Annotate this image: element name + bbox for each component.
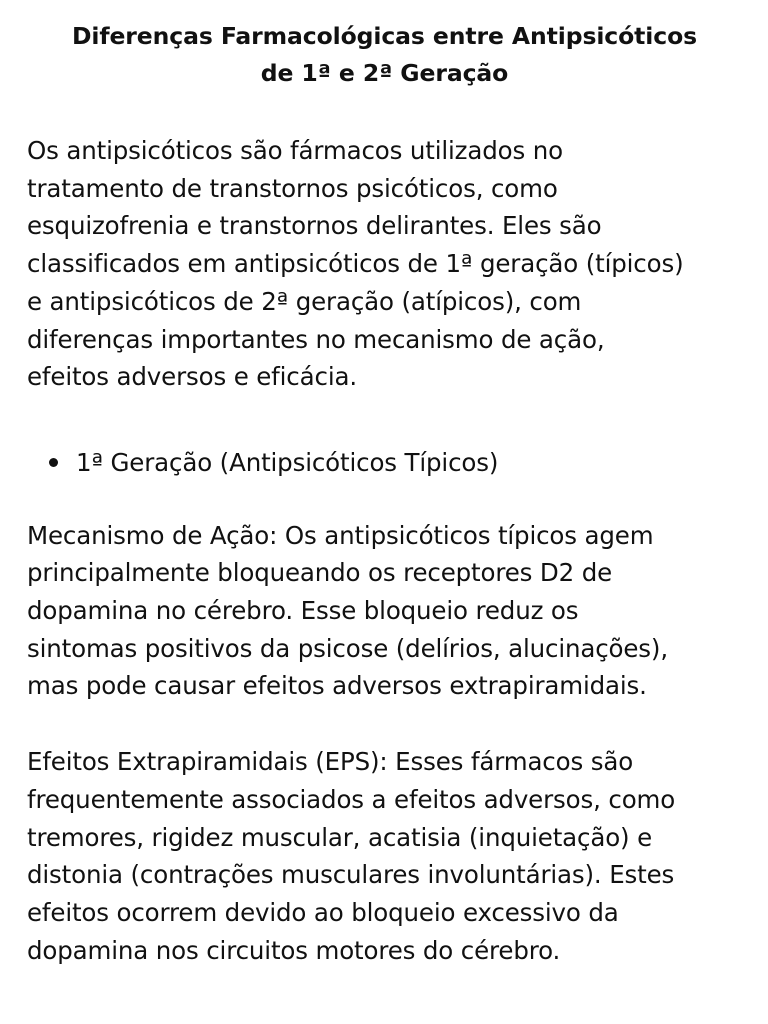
bullet-list <box>27 444 742 482</box>
bullet-dot-icon <box>49 458 58 467</box>
eps-line: dopamina nos circuitos motores do cérebro. <box>27 935 561 965</box>
mechanism-line: Mecanismo de Ação: Os antipsicóticos típicos agem <box>27 520 654 550</box>
intro-line: esquizofrenia e transtornos delirantes. Eles são <box>27 211 602 241</box>
intro-line: diferenças importantes no mecanismo de ação, <box>27 324 605 354</box>
intro-line: e antipsicóticos de 2ª geração (atípicos), com <box>27 286 582 316</box>
title-line-2: de 1ª e 2ª Geração <box>260 59 509 87</box>
eps-line: distonia (contrações musculares involuntárias). Estes <box>27 860 675 890</box>
intro-line: classificados em antipsicóticos de 1ª geração (típicos) <box>27 249 684 279</box>
intro-line: efeitos adversos e eficácia. <box>27 362 357 392</box>
mechanism-line: mas pode causar efeitos adversos extrapiramidais. <box>27 671 647 701</box>
eps-paragraph <box>27 743 742 969</box>
list-item <box>27 444 742 482</box>
eps-line: Efeitos Extrapiramidais (EPS): Esses fármacos são <box>27 747 634 777</box>
intro-line: tratamento de transtornos psicóticos, como <box>27 173 558 203</box>
eps-line: frequentemente associados a efeitos adversos, como <box>27 784 676 814</box>
mechanism-line: principalmente bloqueando os receptores D2 de <box>27 558 613 588</box>
mechanism-paragraph <box>27 517 742 706</box>
mechanism-line: sintomas positivos da psicose (delírios, alucinações), <box>27 633 668 663</box>
bullet-text: 1ª Geração (Antipsicóticos Típicos) <box>76 447 499 477</box>
document-title <box>27 18 742 92</box>
intro-paragraph <box>27 132 742 396</box>
eps-line: efeitos ocorrem devido ao bloqueio excessivo da <box>27 897 619 927</box>
eps-line: tremores, rigidez muscular, acatisia (inquietação) e <box>27 822 653 852</box>
mechanism-line: dopamina no cérebro. Esse bloqueio reduz os <box>27 596 579 626</box>
title-line-1: Diferenças Farmacológicas entre Antipsicóticos <box>71 22 698 50</box>
intro-line: Os antipsicóticos são fármacos utilizados no <box>27 136 563 165</box>
